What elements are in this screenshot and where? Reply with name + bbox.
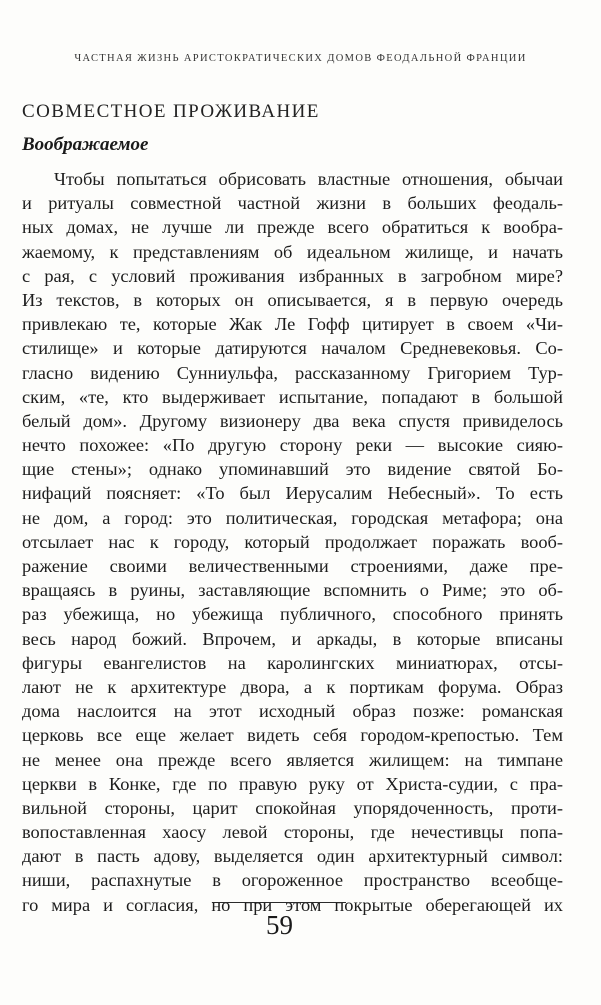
text-line: ским, «те, кто выдерживает испытание, попадают в большой bbox=[22, 386, 563, 407]
text-line: нифаций поясняет: «То был Иерусалим Небесный». То есть bbox=[22, 483, 563, 504]
subsection-title: Воображаемое bbox=[22, 134, 149, 155]
section-title: СОВМЕСТНОЕ ПРОЖИВАНИЕ bbox=[22, 101, 320, 122]
text-line: весь народ божий. Впрочем, и аркады, в которые вписаны bbox=[22, 628, 563, 649]
text-line: нечто похожее: «По другую сторону реки — высокие сияю- bbox=[22, 435, 563, 456]
text-line: не менее она прежде всего является жилищем: на тимпане bbox=[22, 749, 563, 770]
text-line: ражение своими величественными строениями, даже пре- bbox=[22, 556, 563, 576]
running-head: ЧАСТНАЯ ЖИЗНЬ АРИСТОКРАТИЧЕСКИХ ДОМОВ ФЕОДАЛЬНОЙ ФРАНЦИИ bbox=[74, 53, 527, 64]
text-line: дают в пасть адову, выделяется один архитектурный символ: bbox=[22, 846, 563, 867]
text-line: вопоставленная хаосу левой стороны, где нечестивцы попа- bbox=[22, 822, 563, 843]
text-line: вильной стороны, царит спокойная упорядоченность, проти- bbox=[22, 797, 563, 818]
folio-rule bbox=[212, 902, 346, 903]
text-line: фигуры евангелистов на каролингских миниатюрах, отсы- bbox=[22, 652, 563, 673]
text-line: стилище» и которые датируются началом Средневековья. Со- bbox=[22, 338, 563, 359]
text-line: церкви в Конке, где по правую руку от Христа-судии, с пра- bbox=[22, 773, 563, 794]
text-line: белый дом». Другому визионеру два века спустя привиделось bbox=[22, 410, 563, 431]
text-line: привлекаю те, которые Жак Ле Гофф цитирует в своем «Чи- bbox=[22, 314, 563, 335]
text-line: церковь все еще желает видеть себя городом-крепостью. Тем bbox=[22, 725, 563, 746]
text-line: вращаясь в руины, заставляющие вспомнить о Риме; это об- bbox=[22, 580, 563, 601]
text-line: лают не к архитектуре двора, а к портикам форума. Образ bbox=[22, 676, 563, 697]
text-line: жаемому, к представлениям об идеальном жилище, и начать bbox=[22, 241, 563, 262]
text-line: с рая, с условий проживания избранных в загробном мире? bbox=[22, 265, 563, 286]
text-line: ных домах, не лучше ли прежде всего обратиться к вообра- bbox=[22, 217, 563, 238]
text-line: не дом, а город: это политическая, городская метафора; она bbox=[22, 507, 563, 528]
text-line: Из текстов, в которых он описывается, я в первую очередь bbox=[22, 289, 563, 310]
text-line: и ритуалы совместной частной жизни в больших феодаль- bbox=[22, 193, 563, 214]
text-line: ниши, распахнутые в огороженное пространство всеобще- bbox=[22, 870, 563, 891]
text-line: дома наслоится на этот исходный образ позже: романская bbox=[22, 701, 563, 722]
text-line: Чтобы попытаться обрисовать властные отношения, обычаи bbox=[54, 169, 563, 189]
text-line: отсылает нас к городу, который продолжает поражать вооб- bbox=[22, 531, 563, 552]
text-line: щие стены»; однако упоминавший это видение святой Бо- bbox=[22, 459, 563, 480]
page-number: 59 bbox=[266, 910, 293, 940]
body-text bbox=[22, 167, 563, 917]
text-line: раз убежища, но убежища публичного, способного принять bbox=[22, 604, 563, 625]
text-line: гласно видению Сунниульфа, рассказанному Григорием Тур- bbox=[22, 362, 563, 383]
text-line: го мира и согласия, но при этом покрытые оберегающей их bbox=[22, 894, 563, 915]
